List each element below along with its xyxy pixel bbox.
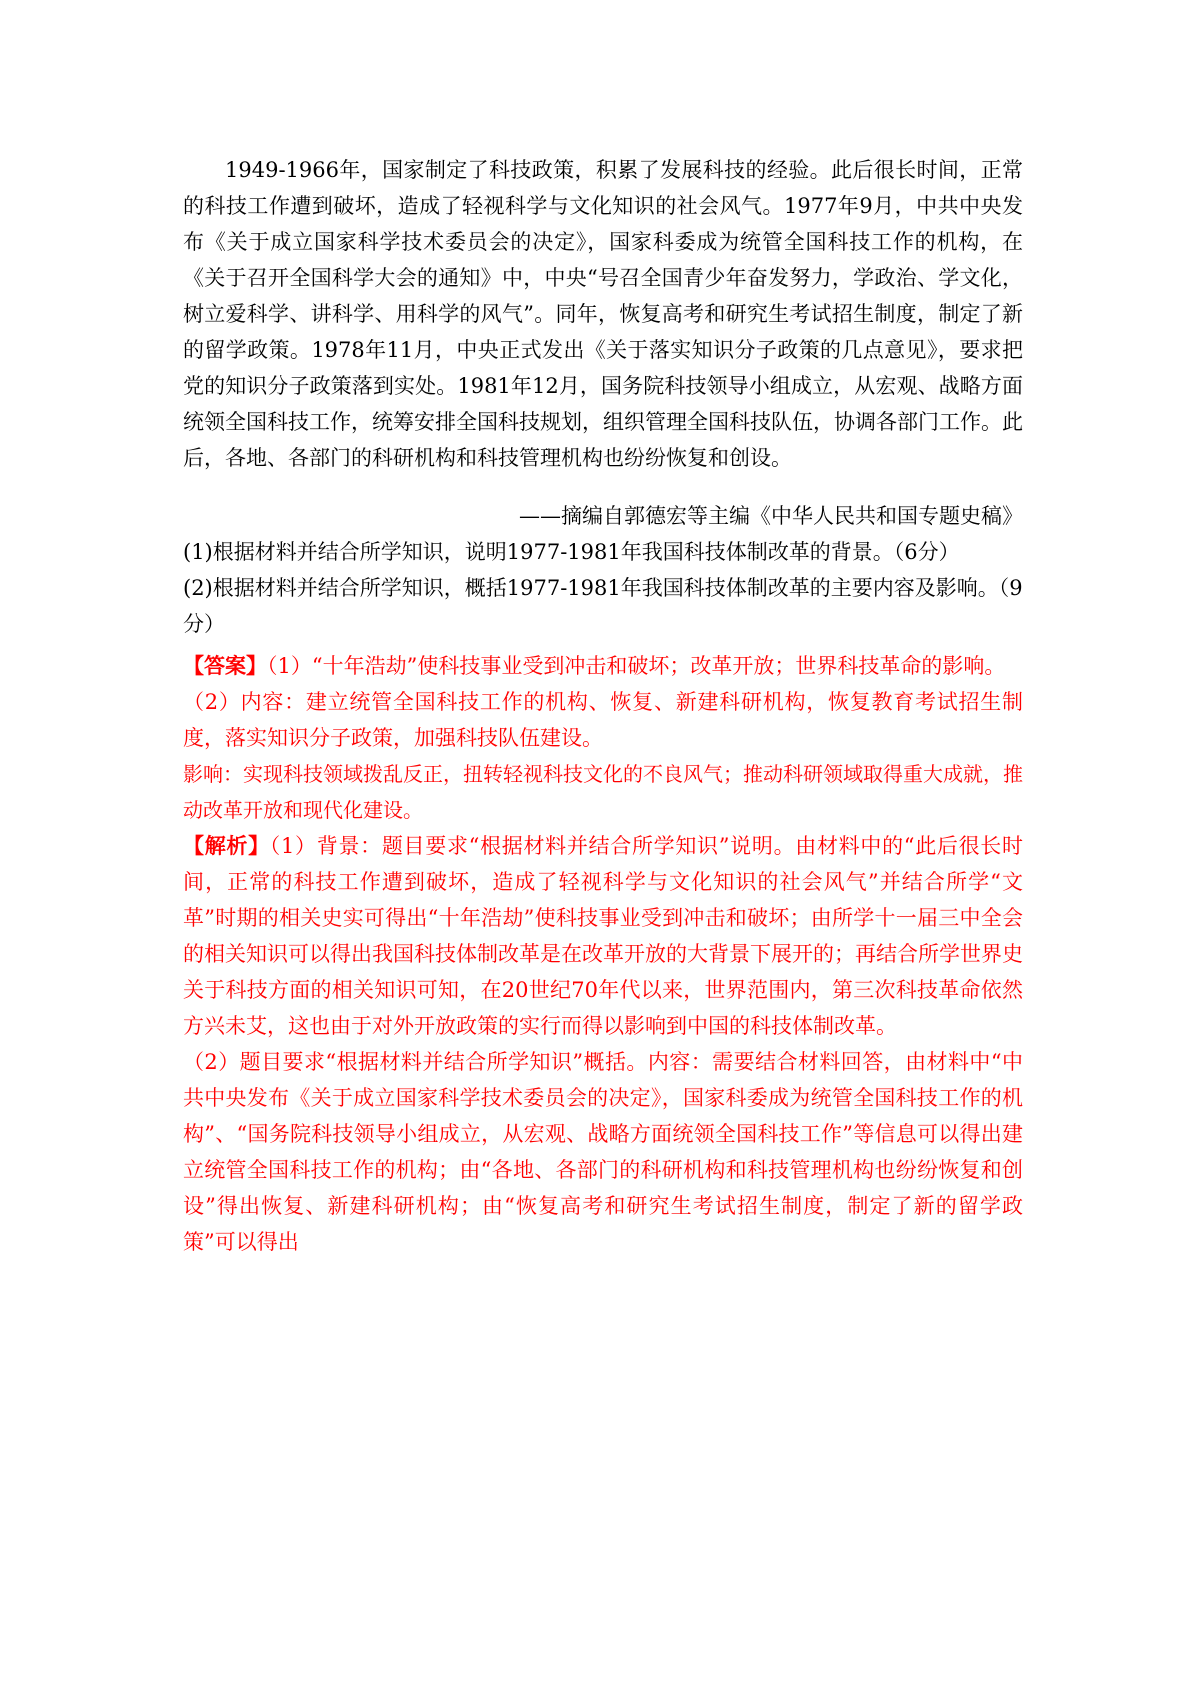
answer-impact: 影响：实现科技领域拨乱反正，扭转轻视科技文化的不良风气；推动科研领域取得重大成就，推动改革开放和现代化建设。 xyxy=(183,762,1023,822)
question-2: (2)根据材料并结合所学知识，概括1977-1981年我国科技体制改革的主要内容及影响。（9分） xyxy=(183,576,1023,636)
answer-section xyxy=(183,648,1023,828)
answer-part-1 xyxy=(183,648,1023,684)
answer-tag: 【答案】 xyxy=(183,653,267,678)
document-page xyxy=(183,152,1023,1260)
analysis-tag: 【解析】 xyxy=(183,833,270,858)
answer-part-1-text: （1）“十年浩劫”使科技事业受到冲击和破坏；改革开放；世界科技革命的影响。 xyxy=(267,654,1006,678)
analysis-section xyxy=(183,828,1023,1260)
material-source: ——摘编自郭德宏等主编《中华人民共和国专题史稿》 xyxy=(519,504,1023,528)
analysis-part-1-text: （1）背景：题目要求“根据材料并结合所学知识”说明。由材料中的“此后很长时间，正常的科技工作遭到破坏，造成了轻视科学与文化知识的社会风气”并结合所学“文革”时期的相关史实可得出“十年浩劫”使科技事业受到冲击和破坏；由所学十一届三中全会的相关知识可以得出我国科技体制改革是在改革开放的大背景下展开的；再结合所学世界史关于科技方面的相关知识可知，在20世纪70年代以来，世界范围内，第三次科技革命依然方兴未艾，这也由于对外开放政策的实行而得以影响到中国的科技体制改革。 xyxy=(183,834,1023,1038)
analysis-part-2: （2）题目要求“根据材料并结合所学知识”概括。内容：需要结合材料回答，由材料中“中共中央发布《关于成立国家科学技术委员会的决定》，国家科委成为统管全国科技工作的机构”、“国务院科技领导小组成立，从宏观、战略方面统领全国科技工作”等信息可以得出建立统管全国科技工作的机构；由“各地、各部门的科研机构和科技管理机构也纷纷恢复和创设”得出恢复、新建科研机构；由“恢复高考和研究生考试招生制度，制定了新的留学政策”可以得出 xyxy=(183,1050,1023,1254)
analysis-part-1 xyxy=(183,828,1023,1044)
answer-part-2: （2）内容：建立统管全国科技工作的机构、恢复、新建科研机构，恢复教育考试招生制度，落实知识分子政策，加强科技队伍建设。 xyxy=(183,690,1023,750)
question-1: (1)根据材料并结合所学知识，说明1977-1981年我国科技体制改革的背景。（6分） xyxy=(183,540,960,564)
material-paragraph: 1949-1966年，国家制定了科技政策，积累了发展科技的经验。此后很长时间，正常的科技工作遭到破坏，造成了轻视科学与文化知识的社会风气。1977年9月，中共中央发布《关于成立国家科学技术委员会的决定》，国家科委成为统管全国科技工作的机构，在《关于召开全国科学大会的通知》中，中央“号召全国青少年奋发努力，学政治、学文化，树立爱科学、讲科学、用科学的风气”。同年，恢复高考和研究生考试招生制度，制定了新的留学政策。1978年11月，中央正式发出《关于落实知识分子政策的几点意见》，要求把党的知识分子政策落到实处。1981年12月，国务院科技领导小组成立，从宏观、战略方面统领全国科技工作，统筹安排全国科技规划，组织管理全国科技队伍，协调各部门工作。此后，各地、各部门的科研机构和科技管理机构也纷纷恢复和创设。 xyxy=(183,158,1023,470)
